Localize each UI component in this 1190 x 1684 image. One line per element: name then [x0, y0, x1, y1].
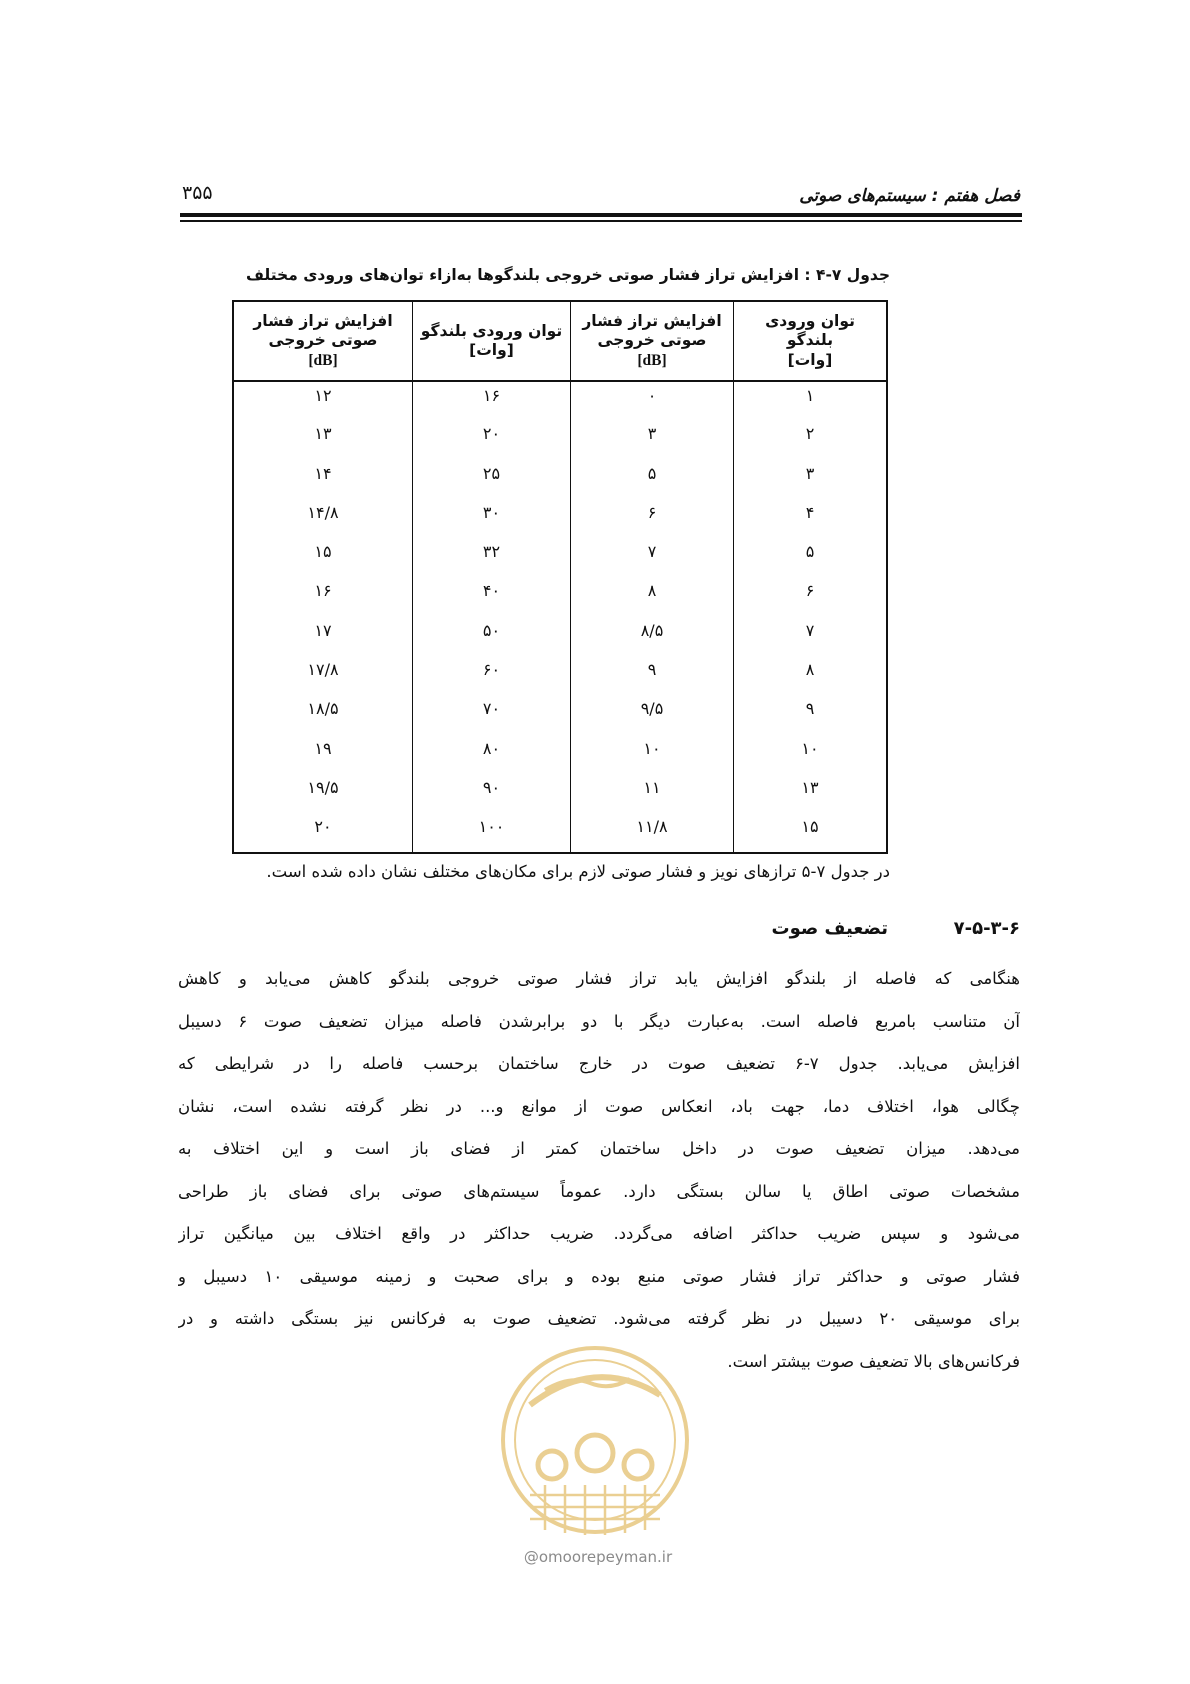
- paragraph-line: می‌دهد. میزان تضعیف صوت در داخل ساختمان کمتر از فضای باز است و این اختلاف به: [178, 1139, 1020, 1158]
- table-row: [233, 695, 887, 734]
- table-cell: ۱۴/۸: [307, 502, 339, 522]
- table-cell: ۵: [734, 538, 888, 577]
- paragraph-line: فرکانس‌های بالا تضعیف صوت بیشتر است.: [727, 1351, 1020, 1371]
- table-cell: ۶۰: [413, 656, 571, 695]
- page-number: ۳۵۵: [182, 182, 213, 204]
- table-row: [233, 381, 887, 420]
- section-number: ۷-۵-۳-۶: [953, 918, 1020, 939]
- chapter-title: فصل هفتم : سیستم‌های صوتی: [799, 186, 1020, 206]
- table-cell: ۳: [571, 420, 734, 459]
- table-cell: ۱۶: [314, 581, 332, 601]
- table-cell: ۱۱/۸: [571, 813, 734, 852]
- header-power-1: توان ورودی بلندگو [وات]: [734, 301, 888, 381]
- table-cell: ۹۰: [413, 774, 571, 813]
- table-caption: جدول ۷-۴ : افزایش تراز فشار صوتی خروجی بلندگوها به‌ازاء توان‌های ورودی مختلف: [245, 266, 890, 284]
- table-row: [233, 499, 887, 538]
- paragraph-line: هنگامی که فاصله از بلندگو افزایش یابد تراز فشار صوتی خروجی بلندگو کاهش می‌یابد و کاهش: [178, 969, 1020, 988]
- table-cell: ۱۹: [314, 738, 332, 758]
- table-cell: ۱۴: [314, 463, 332, 483]
- table-cell: ۱۰۰: [413, 813, 571, 852]
- table-cell: ۸: [734, 656, 888, 695]
- table-cell: ۷: [734, 617, 888, 656]
- header-rule-thin: [180, 220, 1022, 222]
- header-power-2: توان ورودی بلندگو [وات]: [413, 301, 571, 381]
- table-cell: ۴۰: [413, 577, 571, 616]
- table-cell: ۲: [734, 420, 888, 459]
- header-rule-thick: [180, 213, 1022, 217]
- section-title: تضعیف صوت: [771, 918, 888, 939]
- table-cell: ۹: [734, 695, 888, 734]
- table-cell: ۹/۵: [571, 695, 734, 734]
- table-row: [233, 577, 887, 616]
- watermark-url: @omoorepeyman.ir: [523, 1548, 673, 1566]
- paragraph-line: برای موسیقی ۲۰ دسیبل در نظر گرفته می‌شود. تضعیف صوت به فرکانس نیز بستگی داشته و در: [178, 1309, 1020, 1328]
- table-cell: ۲۰: [413, 420, 571, 459]
- paragraph-line: افزایش می‌یابد. جدول ۷-۶ تضعیف صوت در خارج ساختمان برحسب فاصله را در شرایطی که: [178, 1054, 1020, 1073]
- table-cell: ۳۰: [413, 499, 571, 538]
- table-cell: ۱۵: [734, 813, 888, 852]
- table-cell: ۱۲: [314, 386, 332, 405]
- table-cell: ۱۸/۵: [307, 699, 339, 719]
- table-cell: ۶: [571, 499, 734, 538]
- table-row: [233, 460, 887, 499]
- watermark-stamp-logo: [490, 1335, 700, 1575]
- paragraph-line: فشار صوتی و حداکثر تراز فشار صوتی منبع بوده و برای صحبت و زمینه موسیقی ۱۰ دسیبل و: [178, 1266, 1020, 1286]
- header-spl-1: افزایش تراز فشار صوتی خروجی [dB]: [571, 301, 734, 381]
- table-cell: ۲۰: [314, 817, 332, 837]
- table-cell: ۸: [571, 577, 734, 616]
- table-cell: ۸۰: [413, 735, 571, 774]
- table-cell: ۸/۵: [571, 617, 734, 656]
- table-row: [233, 617, 887, 656]
- table-container: [232, 300, 888, 837]
- table-cell: ۶: [734, 577, 888, 616]
- table-cell: ۱۶: [413, 381, 571, 420]
- table-cell: ۱۰: [734, 735, 888, 774]
- table-row: [233, 774, 887, 813]
- table-cell: ۳۲: [413, 538, 571, 577]
- table-row: [233, 656, 887, 695]
- table-row: [233, 538, 887, 577]
- paragraph-line: می‌شود و سپس ضریب حداکثر اضافه می‌گردد. ضریب حداکثر در واقع اختلاف بین میانگین تراز: [178, 1224, 1020, 1243]
- table-cell: ۵: [571, 460, 734, 499]
- table-cell: ۱۹/۵: [307, 777, 339, 797]
- speaker-power-table: [232, 300, 888, 854]
- table-cell: ۱۵: [314, 542, 332, 562]
- paragraph-line: چگالی هوا، اختلاف دما، جهت باد، انعکاس صوت از موانع و... در نظر گرفته نشده است، نشان: [178, 1096, 1020, 1116]
- table-cell: ۱۱: [571, 774, 734, 813]
- table-cell: ۲۵: [413, 460, 571, 499]
- table-row: [233, 735, 887, 774]
- table-row: [233, 420, 887, 459]
- table-cell: ۱۷: [314, 620, 332, 640]
- table-cell: ۱: [734, 381, 888, 420]
- table-cell: ۷۰: [413, 695, 571, 734]
- table-cell: ۱۳: [314, 424, 332, 444]
- table-cell: ۴: [734, 499, 888, 538]
- table-cell: ۹: [571, 656, 734, 695]
- table-row: [233, 813, 887, 852]
- table-cell: ۱۷/۸: [307, 660, 339, 680]
- body-paragraph: [178, 958, 1020, 1383]
- table-cell: ۰: [571, 381, 734, 420]
- table-cell: ۵۰: [413, 617, 571, 656]
- table-cell: ۱۰: [571, 735, 734, 774]
- intro-line: در جدول ۷-۵ ترازهای نویز و فشار صوتی لازم برای مکان‌های مختلف نشان داده شده است.: [266, 862, 890, 881]
- header-spl-2: افزایش تراز فشار صوتی خروجی [dB]: [233, 301, 413, 381]
- table-cell: ۳: [734, 460, 888, 499]
- paragraph-line: آن متناسب بامربع فاصله است. به‌عبارت دیگر با دو برابرشدن فاصله میزان تضعیف صوت ۶ دسیبل: [178, 1011, 1020, 1031]
- table-cell: ۷: [571, 538, 734, 577]
- table-header-row: [233, 301, 887, 381]
- paragraph-line: مشخصات صوتی اطاق یا سالن بستگی دارد. عموماً سیستم‌های صوتی برای فضای باز طراحی: [178, 1181, 1020, 1201]
- table-cell: ۱۳: [734, 774, 888, 813]
